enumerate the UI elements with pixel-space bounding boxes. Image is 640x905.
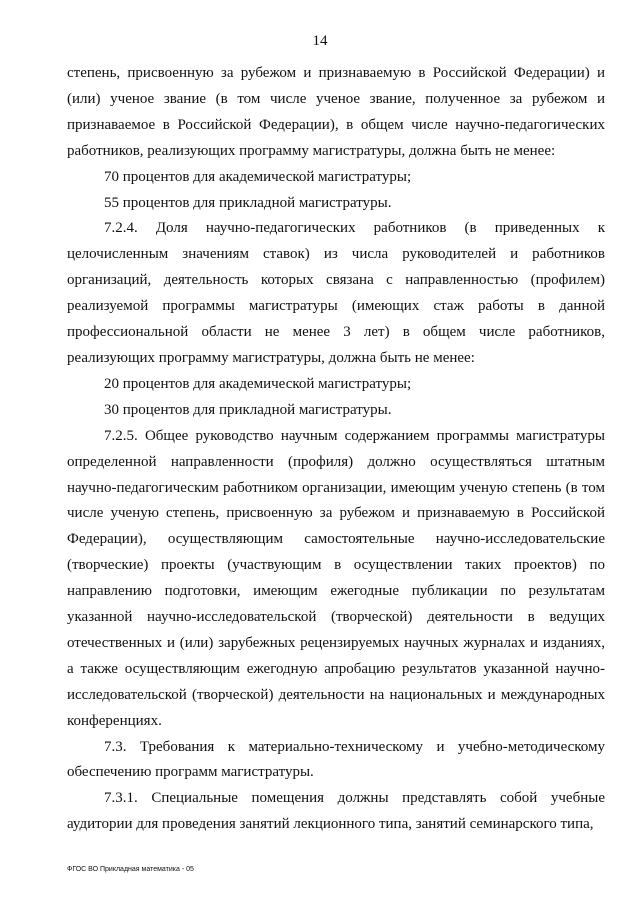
- paragraph-7-2-4: 7.2.4. Доля научно-педагогических работников (в приведенных к целочисленным значениям ставок) из числа руководителей и работников организаций, деятельность которых связана с направленностью (профилем) реализуемой программы магистратуры (имеющих стаж работы в данной профессиональной области не менее 3 лет) в общем числе работников, реализующих программу магистратуры, должна быть не менее:: [67, 220, 605, 366]
- paragraph-7-2-5: 7.2.5. Общее руководство научным содержанием программы магистратуры определенной направленности (профиля) должно осуществляться штатным научно-педагогическим работником организации, имеющим ученую степень (в том числе ученую степень, присвоенную за рубежом и признаваемую в Российской Федерации), осуществляющим самостоятельные научно-исследовательские (творческие) проекты (участвующим в осуществлении таких проектов) по направлению подготовки, имеющим ежегодные публикации по результатам указанной научно-исследовательской (творческой) деятельности в ведущих отечественных и (или) зарубежных рецензируемых научных журналах и изданиях, а также осуществляющим ежегодную апробацию результатов указанной научно-исследовательской (творческой) деятельности на национальных и международных конференциях.: [67, 427, 605, 729]
- list-item-applied-30: 30 процентов для прикладной магистратуры.: [104, 401, 392, 418]
- document-body: [67, 61, 605, 838]
- paragraph-continuation: степень, присвоенную за рубежом и признаваемую в Российской Федерации) и (или) ученое звание (в том числе ученое звание, полученное за рубежом и признаваемое в Российской Федерации), в общем числе научно-педагогических работников, реализующих программу магистратуры, должна быть не менее:: [67, 65, 605, 159]
- list-item-applied-55: 55 процентов для прикладной магистратуры.: [104, 194, 392, 211]
- paragraph-7-3-1: 7.3.1. Специальные помещения должны представлять собой учебные аудитории для проведения занятий лекционного типа, занятий семинарского типа,: [67, 790, 605, 833]
- paragraph-7-3: 7.3. Требования к материально-техническому и учебно-методическому обеспечению программ магистратуры.: [67, 738, 605, 781]
- footer-standard-label: ФГОС ВО Прикладная математика - 05: [67, 866, 194, 873]
- list-item-academic-20: 20 процентов для академической магистратуры;: [104, 375, 412, 392]
- page-number: 14: [312, 33, 328, 49]
- list-item-academic-70: 70 процентов для академической магистратуры;: [104, 168, 412, 185]
